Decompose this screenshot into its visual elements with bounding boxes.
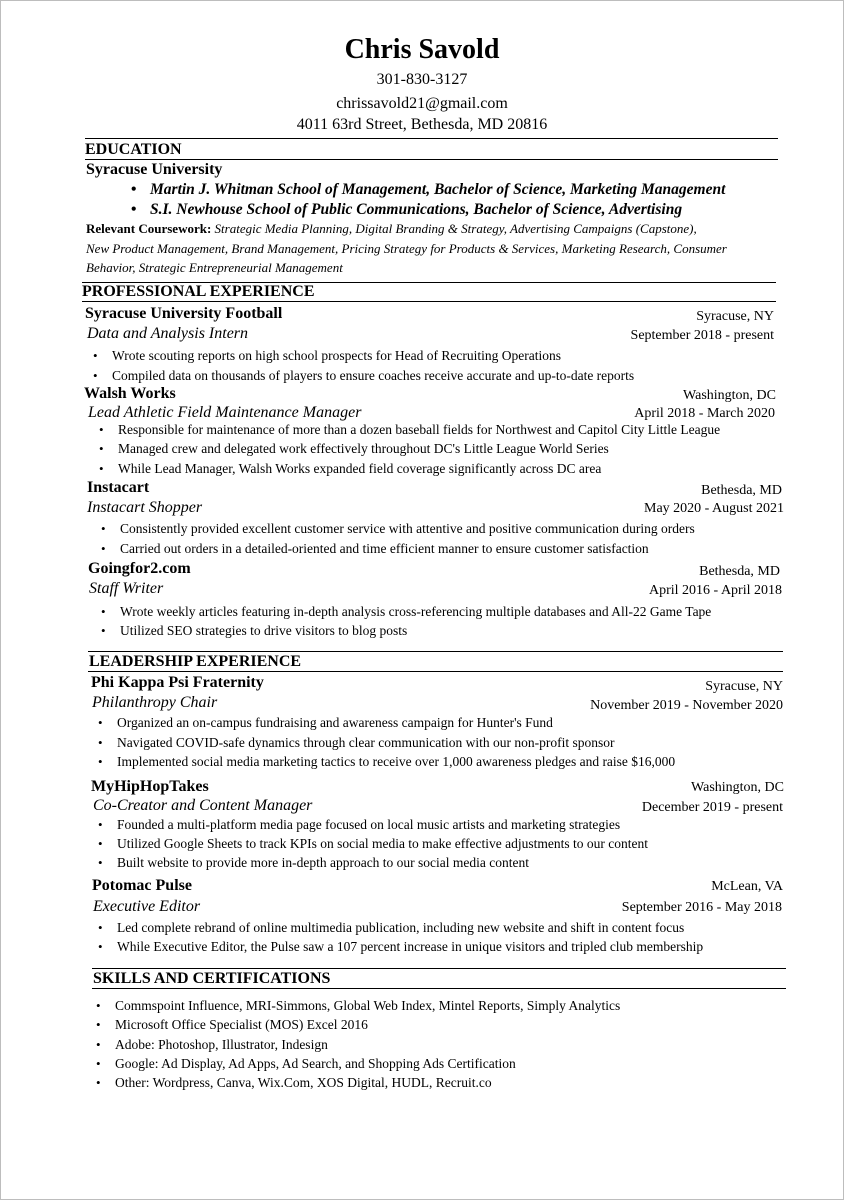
- job-role: Instacart Shopper: [87, 499, 203, 516]
- job-location: Washington, DC: [691, 780, 784, 795]
- email: chrissavold21@gmail.com: [336, 95, 508, 112]
- school-name: Syracuse University: [86, 161, 223, 178]
- job-dates: April 2018 - March 2020: [634, 406, 775, 421]
- coursework-line: New Product Management, Brand Management, Pricing Strategy for Products & Services, Marketing Research, Consumer: [86, 241, 727, 256]
- job-dates: September 2018 - present: [630, 328, 774, 343]
- job-location: Syracuse, NY: [705, 679, 783, 694]
- job-location: Washington, DC: [683, 388, 776, 403]
- job-bullet: • Compiled data on thousands of players to ensure coaches receive accurate and up-to-date reports: [112, 368, 634, 384]
- job-org: MyHipHopTakes: [91, 778, 209, 795]
- phone: 301-830-3127: [376, 71, 468, 88]
- coursework-label: Relevant Coursework:: [86, 221, 212, 236]
- degree-item: • S.I. Newhouse School of Public Communications, Bachelor of Science, Advertising: [150, 201, 682, 219]
- job-bullet: • Carried out orders in a detailed-oriented and time efficient manner to ensure customer satisfaction: [120, 541, 649, 557]
- job-dates: April 2016 - April 2018: [649, 583, 782, 598]
- job-bullet: • Utilized Google Sheets to track KPIs on social media to make effective adjustments to our content: [117, 836, 648, 852]
- job-bullet: • Founded a multi-platform media page focused on local music artists and marketing strategies: [117, 817, 620, 833]
- job-bullet: • Wrote weekly articles featuring in-depth analysis cross-referencing multiple databases and All-22 Game Tape: [120, 604, 711, 620]
- candidate-name: Chris Savold: [344, 34, 500, 65]
- job-dates: December 2019 - present: [641, 800, 783, 815]
- job-dates: May 2020 - August 2021: [644, 501, 784, 516]
- skill-item: • Adobe: Photoshop, Illustrator, Indesign: [115, 1037, 328, 1053]
- section-divider: [92, 988, 786, 989]
- job-org: Syracuse University Football: [85, 305, 283, 322]
- job-role: Co-Creator and Content Manager: [93, 797, 313, 814]
- job-location: Bethesda, MD: [699, 564, 780, 579]
- degree-item: • Martin J. Whitman School of Management, Bachelor of Science, Marketing Management: [150, 181, 725, 199]
- section-divider: [85, 159, 778, 160]
- job-bullet: • Wrote scouting reports on high school prospects for Head of Recruiting Operations: [112, 348, 561, 364]
- job-bullet: • Utilized SEO strategies to drive visitors to blog posts: [120, 623, 407, 639]
- section-divider: [85, 138, 778, 139]
- skill-item: • Google: Ad Display, Ad Apps, Ad Search, and Shopping Ads Certification: [115, 1056, 516, 1072]
- job-bullet: • Implemented social media marketing tactics to receive over 1,000 awareness pledges and raise $16,000: [117, 754, 675, 770]
- job-role: Lead Athletic Field Maintenance Manager: [88, 404, 362, 421]
- section-divider: [88, 671, 783, 672]
- section-title-professional: PROFESSIONAL EXPERIENCE: [82, 283, 315, 300]
- coursework-line: Behavior, Strategic Entrepreneurial Management: [86, 260, 343, 275]
- job-role: Executive Editor: [93, 898, 201, 915]
- job-dates: September 2016 - May 2018: [621, 900, 782, 915]
- job-bullet: • Led complete rebrand of online multimedia publication, including new website and shift in content focus: [117, 920, 684, 936]
- skill-item: • Other: Wordpress, Canva, Wix.Com, XOS Digital, HUDL, Recruit.co: [115, 1075, 492, 1091]
- section-divider: [92, 968, 786, 969]
- skill-item: • Commspoint Influence, MRI-Simmons, Global Web Index, Mintel Reports, Simply Analytics: [115, 998, 620, 1014]
- job-dates: November 2019 - November 2020: [590, 698, 783, 713]
- section-title-leadership: LEADERSHIP EXPERIENCE: [89, 653, 302, 670]
- section-divider: [88, 651, 783, 652]
- job-bullet: • Navigated COVID-safe dynamics through clear communication with our non-profit sponsor: [117, 735, 615, 751]
- job-role: Staff Writer: [89, 580, 164, 597]
- job-bullet: • While Executive Editor, the Pulse saw a 107 percent increase in unique visitors and tripled club membership: [117, 939, 703, 955]
- job-bullet: • Managed crew and delegated work effectively throughout DC's Little League World Series: [118, 441, 609, 457]
- coursework-text: Strategic Media Planning, Digital Branding & Strategy, Advertising Campaigns (Capstone),: [214, 221, 697, 236]
- address: 4011 63rd Street, Bethesda, MD 20816: [296, 116, 548, 133]
- job-role: Data and Analysis Intern: [87, 325, 249, 342]
- job-bullet: • Consistently provided excellent customer service with attentive and positive communication during orders: [120, 521, 695, 537]
- job-location: Syracuse, NY: [696, 309, 774, 324]
- job-role: Philanthropy Chair: [92, 694, 218, 711]
- coursework-line: [86, 221, 697, 237]
- job-org: Goingfor2.com: [88, 560, 191, 577]
- job-location: Bethesda, MD: [701, 483, 782, 498]
- job-bullet: • Responsible for maintenance of more than a dozen baseball fields for Northwest and Capitol City Little League: [118, 422, 720, 438]
- job-location: McLean, VA: [711, 879, 783, 894]
- job-bullet: • While Lead Manager, Walsh Works expanded field coverage significantly across DC area: [118, 461, 601, 477]
- skill-item: • Microsoft Office Specialist (MOS) Excel 2016: [115, 1017, 368, 1033]
- job-org: Instacart: [87, 479, 150, 496]
- job-bullet: • Organized an on-campus fundraising and awareness campaign for Hunter's Fund: [117, 715, 553, 731]
- job-org: Walsh Works: [84, 385, 176, 402]
- job-bullet: • Built website to provide more in-depth approach to our social media content: [117, 855, 529, 871]
- section-title-skills: SKILLS AND CERTIFICATIONS: [93, 970, 331, 987]
- section-title-education: EDUCATION: [85, 141, 182, 158]
- job-org: Phi Kappa Psi Fraternity: [91, 674, 264, 691]
- job-org: Potomac Pulse: [92, 877, 192, 894]
- section-divider: [82, 301, 776, 302]
